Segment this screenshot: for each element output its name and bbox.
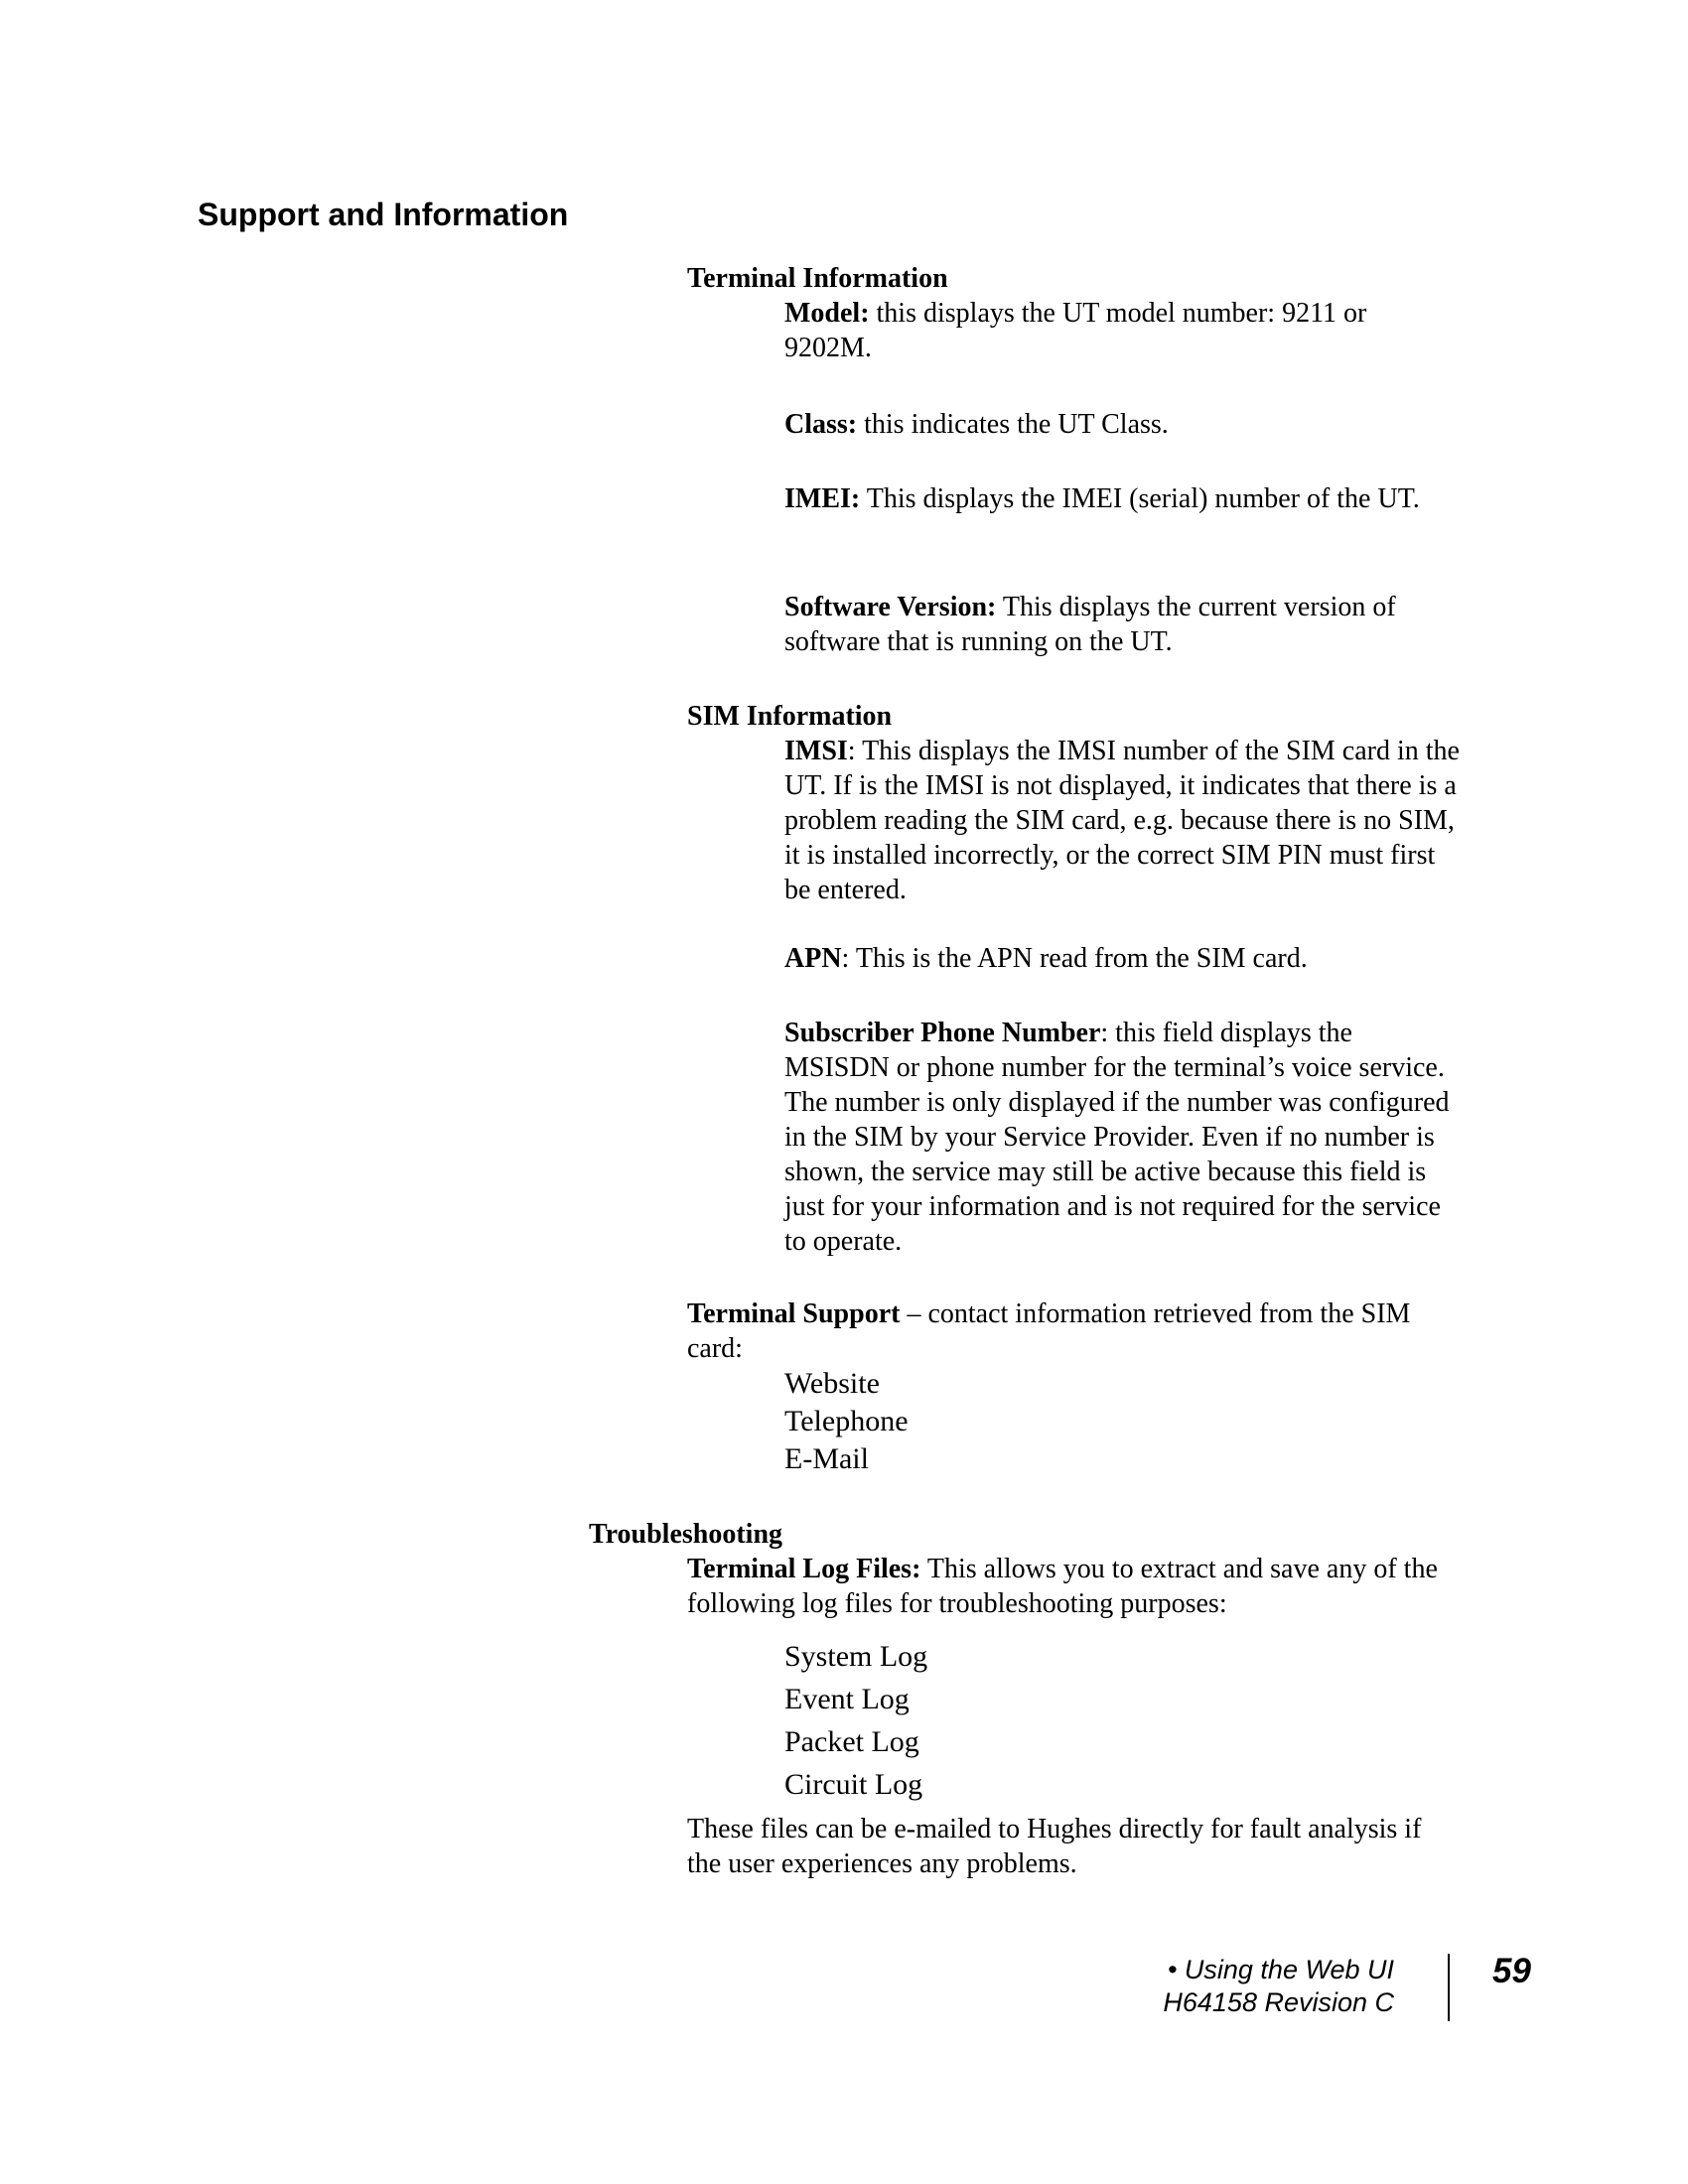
support-telephone-item: Telephone (784, 1405, 909, 1437)
imsi-label: IMSI (784, 736, 848, 766)
footer-chapter: • Using the Web UI (1167, 1955, 1394, 1984)
terminal-log-files-text: This allows you to extract and save any of the following log files for troubleshooting purposes: (687, 1554, 1438, 1619)
terminal-information-heading: Terminal Information (687, 263, 948, 294)
terminal-support-label: Terminal Support (687, 1298, 901, 1329)
model-text: this displays the UT model number: 9211 or 9202M. (784, 298, 1367, 363)
apn-paragraph (784, 941, 1460, 976)
footer-doc-revision: H64158 Revision C (1163, 1987, 1394, 2017)
system-log-item: System Log (784, 1640, 928, 1673)
terminal-log-files-paragraph (687, 1552, 1462, 1621)
imsi-text: : This displays the IMSI number of the SIM card in the UT. If is the IMSI is not displayed, it indicates that there is a problem reading the SIM card, e.g. because there is no SIM, it is installed incorrectly, or the correct SIM PIN must first be entered. (784, 736, 1460, 905)
troubleshooting-heading: Troubleshooting (589, 1519, 783, 1550)
circuit-log-item: Circuit Log (784, 1768, 923, 1801)
imei-text: This displays the IMEI (serial) number of the UT. (860, 483, 1420, 514)
class-text: this indicates the UT Class. (857, 409, 1169, 440)
page-number: 59 (1492, 1952, 1531, 1990)
subscriber-phone-number-text: : this field displays the MSISDN or phone number for the terminal’s voice service. The number is only displayed if the number was configured in the SIM by your Service Provider. Even if no number is shown, the service may still be active because this field is just for your information and is not required for the service to operate. (784, 1018, 1450, 1257)
terminal-support-text: – contact information retrieved from the SIM card: (687, 1298, 1411, 1364)
terminal-log-files-label: Terminal Log Files: (687, 1554, 921, 1584)
apn-text: : This is the APN read from the SIM card. (841, 943, 1308, 974)
terminal-support-paragraph (687, 1297, 1462, 1366)
class-paragraph (784, 407, 1460, 442)
support-website-item: Website (784, 1367, 880, 1400)
event-log-item: Event Log (784, 1683, 910, 1715)
log-files-closing-paragraph: These files can be e-mailed to Hughes directly for fault analysis if the user experiences any problems. (687, 1814, 1422, 1879)
subscriber-phone-number-paragraph (784, 1016, 1460, 1259)
footer-divider (1448, 1954, 1450, 2021)
software-version-label: Software Version: (784, 592, 997, 622)
packet-log-item: Packet Log (784, 1725, 919, 1758)
sim-information-heading: SIM Information (687, 701, 893, 732)
software-version-paragraph (784, 590, 1460, 659)
imei-label: IMEI: (784, 483, 861, 514)
subscriber-phone-number-label: Subscriber Phone Number (784, 1018, 1101, 1048)
support-email-item: E-Mail (784, 1442, 869, 1475)
class-label: Class: (784, 409, 858, 440)
imsi-paragraph (784, 734, 1460, 907)
section-title: Support and Information (198, 197, 569, 232)
apn-label: APN (784, 943, 842, 974)
model-label: Model: (784, 298, 870, 329)
imei-paragraph (784, 481, 1460, 516)
software-version-text: This displays the current version of software that is running on the UT. (784, 592, 1396, 657)
model-paragraph (784, 296, 1460, 365)
